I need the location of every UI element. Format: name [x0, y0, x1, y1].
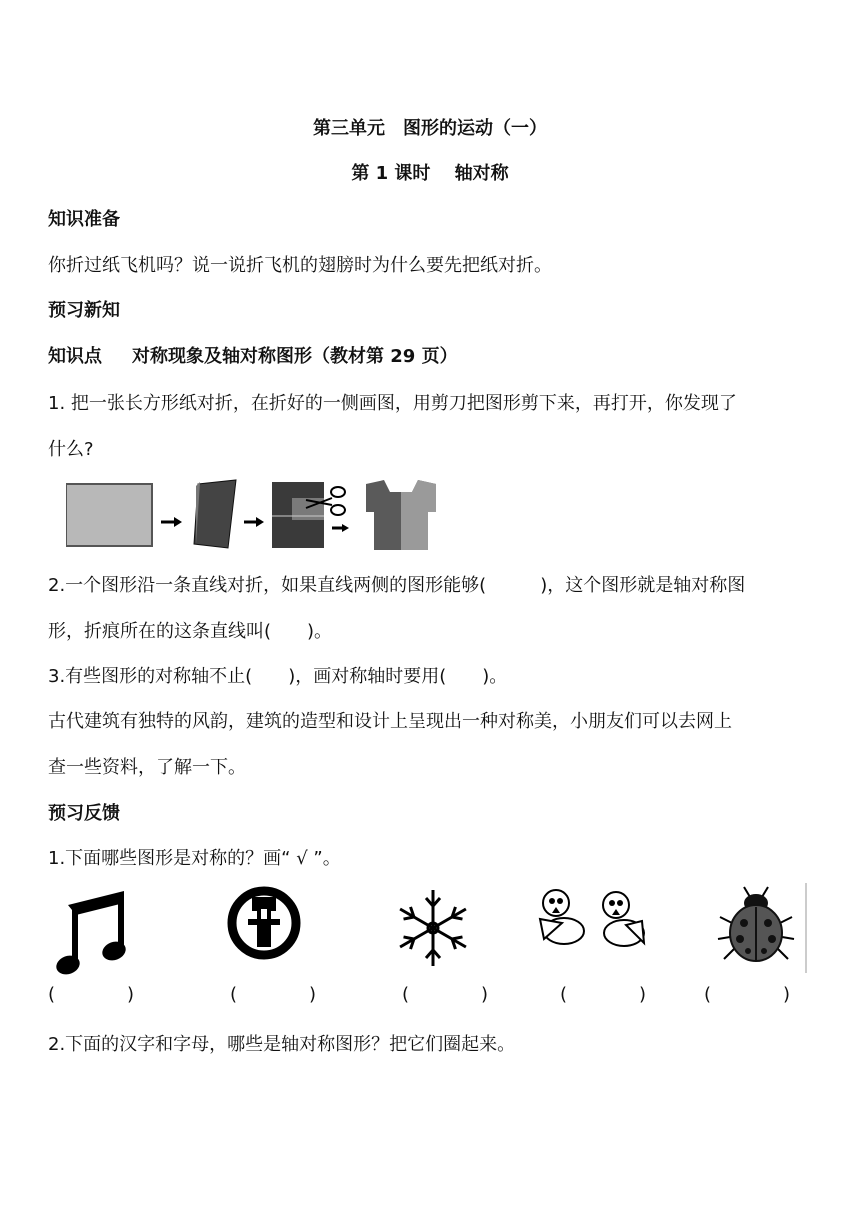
prep-text: 你折过纸飞机吗？说一说折飞机的翅膀时为什么要先把纸对折。	[48, 255, 552, 276]
unit-title: 第三单元 图形的运动（一）	[313, 118, 547, 139]
section-feedback: 预习反馈	[48, 803, 120, 824]
arrow-icon	[332, 524, 349, 532]
answer-paren-1[interactable]: ( )	[48, 984, 135, 1005]
point-title: 对称现象及轴对称图形（教材第 29 页）	[132, 346, 458, 367]
answer-paren-5[interactable]: ( )	[704, 984, 791, 1005]
symmetry-pictures	[48, 883, 808, 983]
two-birds-icon	[532, 883, 652, 963]
paper-sheet	[66, 484, 152, 546]
ancient-line2: 查一些资料，了解一下。	[48, 757, 246, 778]
q1-line1: 1. 把一张长方形纸对折，在折好的一侧画图，用剪刀把图形剪下来，再打开，你发现了	[48, 393, 737, 414]
answer-paren-2[interactable]: ( )	[230, 984, 317, 1005]
feedback-q2: 2.下面的汉字和字母，哪些是轴对称图形？把它们圈起来。	[48, 1034, 516, 1055]
section-preview: 预习新知	[48, 300, 120, 321]
knowledge-point	[48, 344, 458, 370]
cutting-paper	[272, 482, 324, 548]
q1-line2: 什么?	[48, 439, 94, 460]
folded-paper	[194, 480, 236, 548]
bank-logo-icon	[224, 883, 304, 963]
fold-cut-illustration	[66, 478, 438, 554]
answer-paren-3[interactable]: ( )	[402, 984, 489, 1005]
arrow-icon	[161, 517, 182, 527]
q3-line: 3.有些图形的对称轴不止( )，画对称轴时要用( )。	[48, 666, 508, 687]
q2-line1: 2.一个图形沿一条直线对折，如果直线两侧的图形能够( )，这个图形就是轴对称图	[48, 575, 746, 596]
section-knowledge-prep: 知识准备	[48, 209, 120, 230]
lesson-title: 第 1 课时 轴对称	[351, 163, 509, 184]
q2-line2: 形，折痕所在的这条直线叫( )。	[48, 621, 333, 642]
arrow-icon	[244, 517, 264, 527]
answer-paren-4[interactable]: ( )	[560, 984, 647, 1005]
shirt-shape	[366, 480, 436, 550]
snowflake-icon	[393, 883, 473, 973]
point-label: 知识点	[48, 346, 102, 367]
ancient-line1: 古代建筑有独特的风韵，建筑的造型和设计上呈现出一种对称美，小朋友们可以去网上	[48, 711, 732, 732]
feedback-q1: 1.下面哪些图形是对称的？画“ √ ”。	[48, 848, 341, 869]
ladybug-icon	[710, 883, 810, 973]
music-note-icon	[54, 883, 134, 979]
